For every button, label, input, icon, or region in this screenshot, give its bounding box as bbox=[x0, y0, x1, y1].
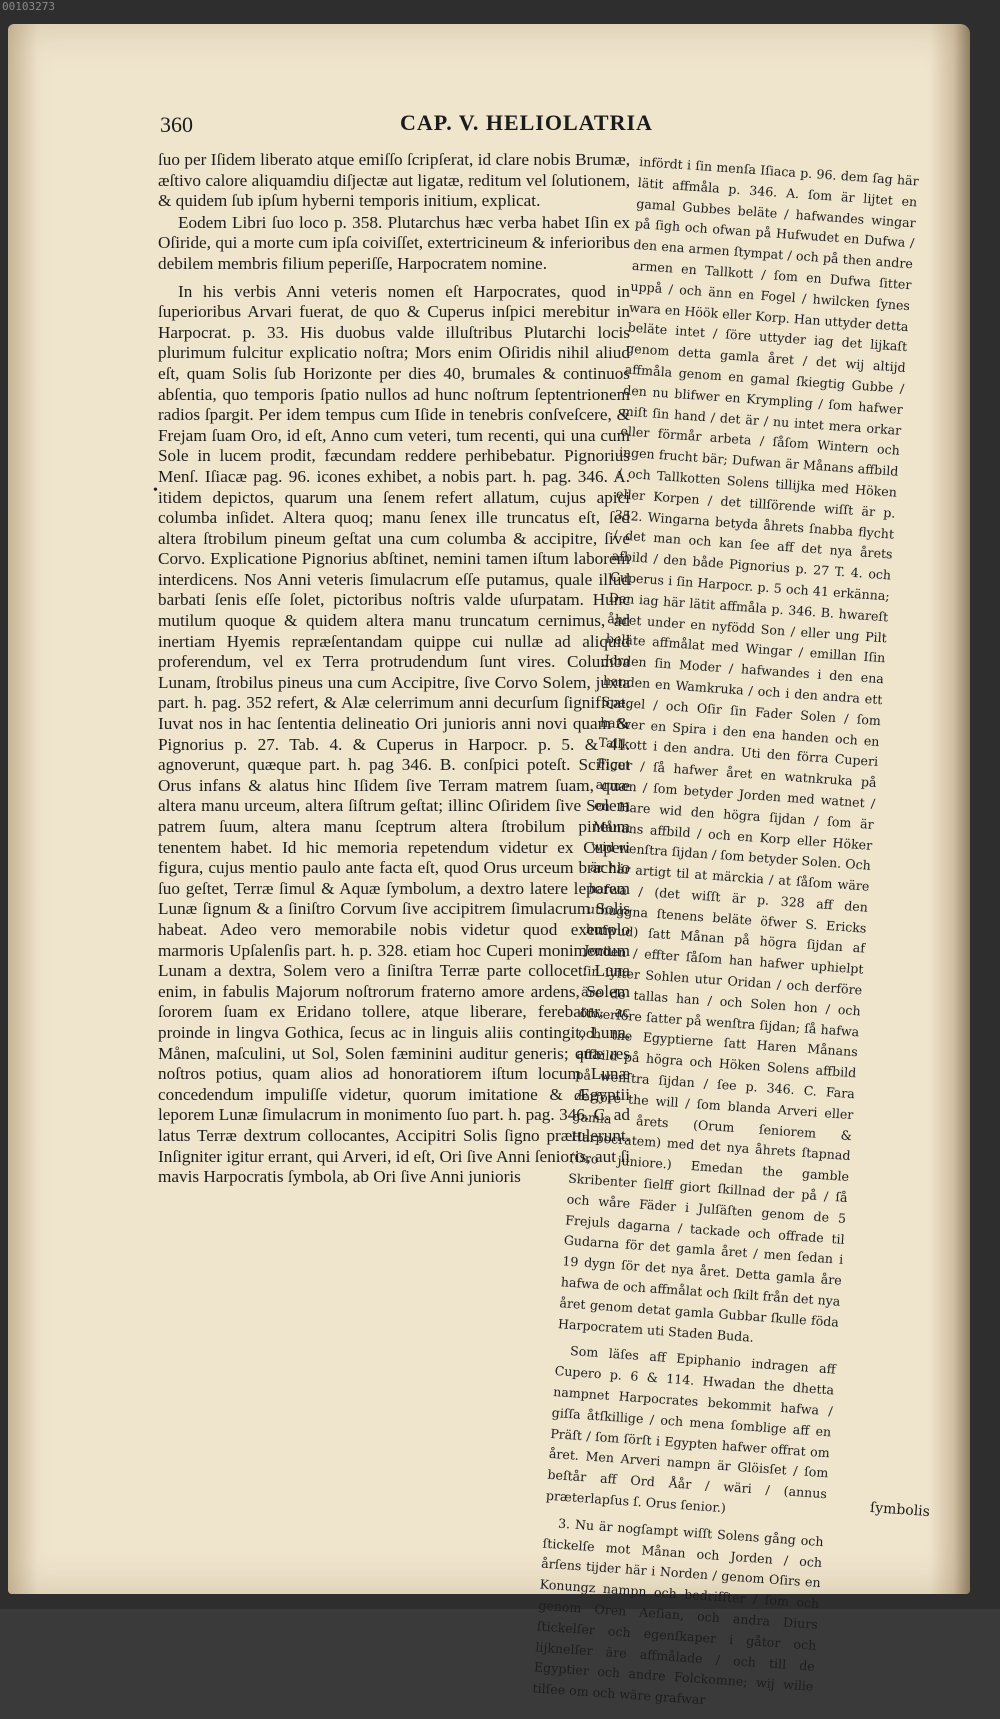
page-header bbox=[160, 108, 680, 144]
page-gutter-shadow bbox=[930, 24, 970, 1594]
latin-paragraph: In his verbis Anni veteris nomen eſt Harpocrates, quod in ſuperioribus Arvari fuerat, de quo & Cuperus inſpici merebitur in Harpocrat. p. 33. His duobus valde illuſtribus Plutarchi locis plurimum fulcitur explicatio noſtra; Mors enim Oſiridis nihil aliud eſt, quam Solis ſub Horizonte per dies 40, brumales & continuos abſentia, quo temporis ſpatio nullos ad hunc noſtrum ſeptentrionem radios ſpargit. Per idem tempus cum Iſide in tenebris conſveſcere, & Frejam ſuam Oro, id eſt, Anno cum veteri, tum recenti, qui una cum Sole in lucem prodit, fæcundam reddere perhibebatur. Pignorius Menſ. Iſiacæ pag. 96. icones exhibet, a nobis part. h. pag. 346. A. itidem depictos, quarum una ſenem refert allatum, cujus apici columba inſidet. Altera quoq; manu ſenex ille truncatus eſt, ſed altera ſtrobilum pineum geſtat una cum columba & accipitre, ſive Corvo. Explicatione Pignorius abſtinet, nemini tamen iſtum laborem interdicens. Nos Anni veteris ſimulacrum eſſe putamus, quale illud barbati ſenis eſſe ſolet, pictoribus noſtris valde uſurpatam. Hunc mutilum quoque & quidem altera manu truncatum cernimus, ad inertiam Hyemis repræſentandam quippe cui nullæ ad aliquid proferendum, vel ex Terra protrudendum ſunt vires. Columba Lunam, ſtrobilus pineus una cum Accipitre, ſive Corvo Solem, juxta part. h. pag. 352 refert, & Alæ celerrimum anni decurſum ſignificat. Iuvat nos in hac ſententia delineatio Ori junioris anni novi quam & Pignorius p. 27. Tab. 4. & Cuperus in Harpocr. p. 5. & 41. agnoverunt, quæque part. h. pag 346. B. conſpici poteſt. Scilicet Orus infans & alatus hinc Iſidem ſive Terram matrem ſuam, quæ altera manu urceum, altera ſiſtrum geſtat; illinc Oſiridem ſive Solem patrem ſuum, altera manu ſceptrum altera ſtrobilum pineum tenentem habet. Id hic memoria repetendum videtur ex Cuperi figura, cujus mentio paulo ante facta eſt, quod Orus urceum brachio ſuo geſtet, Terræ ſimul & Aquæ ſymbolum, a dextro latere leporem Lunæ ſignum & a ſiniſtro Corvum ſive accipitrem ſimulacrum Solis habeat. Adeo vero memorabile nobis videtur quod exemplo marmoris Upſalenſis part. h. p. 328. etiam hoc Cuperi monimentum Lunam a dextra, Solem vero a ſiniſtra Terræ parte collocet: Luna enim, in fabulis Majorum noſtrorum fraterno amore ardens, Solem ſororem ſuam ex Eridano tollere, atque liberare, ferebatur, ac proinde in lingva Gothica, ſecus ac in linguis aliis contingit, Luna, Månen, maſculini, ut Sol, Solen fæminini auditur generis; quæ res noſtros potius, quam alios ad honoratiorem iſtum locum Lunæ concedendum impuliſſe videtur, quorum imitatione & Ægyptii leporem Lunæ ſimulacrum in monimento ſuo part. h. pag. 346. C. ad latus Terræ dextrum collocantes, Accipitri Solis ſigno prætulerunt. Inſigniter igitur errant, qui Arveri, id eſt, Ori ſive Anni ſenioris, aut ſi mavis Harpocratis ſymbola, ab Ori ſive Anni junioris bbox=[158, 281, 630, 1187]
running-head: CAP. V. HELIOLATRIA bbox=[400, 110, 653, 135]
latin-column bbox=[158, 150, 630, 1188]
swedish-paragraph: infördt i ſin menſa Iſiaca p. 96. dem ſag här lätit affmåla p. 346. A. ſom är lijtet en gamal Gubbes beläte / hafwandes wingar på ſigh och ofwan på Hufwudet en Dufwa / den ena armen ſtympat / och på then andre armen en Tallkott / ſom en Dufwa ſitter uppå / och änn en Fogel / hwilcken ſynes wara en Höök eller Korp. Han uttyder detta beläte intet / ſöre uttyder iag det lijkaſt genom detta gamla året / det wij altijd affmåla genom en gamal ſkiegtig Gubbe / den nu blifwer en Krympling / ſom hafwer miſt ſin hand / det är / nu intet mera orkar eller förmår arbeta / ſåſom Wintern och ingen frucht bär; Dufwan är Månans affbild / och Tallkotten Solens tillijka med Höken eller Korpen / det tillſörende wiſſt är p. 352. Wingarna betyda åhrets ſnabba flycht / det man och kan ſee aff det nya årets afbild / den både Pignorius p. 27 T. 4. och Cuperus i ſin Harpocr. p. 5 och 41 erkänna; Den iag här lätit affmåla p. 346. B. hwareſt åhret under en nyfödd Son / eller ung Pilt beläte affmålat med Wingar / emillan Iſin Jorden ſin Moder / hafwandes i den ena handen en Wamkruka / och i den andra ett Spegel / och Oſir ſin Fader Solen / ſom hafwer en Spira i den ena handen och en Tallkott i den andra. Uti den förra Cuperi Figur / ſå hafwer året en watnkruka på armen / ſom betyder Jorden med watnet / en Hare wid den högra ſijdan / ſom är Månans affbild / och en Korp eller Höker wid wenſtra ſijdan / ſom betyder Solen. Och är här artigt til at märckia / at ſåſom wäre hafwa / (det wiſſt är p. 328 aff den uthuggna ſtenens beläte öfwer S. Ericks hufwud) ſatt Månan på högra ſijdan af Jorden / effter ſåſom han hafwer uphielpt ſin ſyſter Sohlen utur Oridan / och derföre äre de tallas han / och Solen hon / och öfwerföre ſatter på wenſtra ſijdan; ſå hafwa och the Egyptierne ſatt Haren Månans affbild på högra och Höken Solens affbild på wenſtra ſijdan / ſee p. 346. C. Fara derföre the will / ſom blanda Arveri eller gamla årets (Orum ſeniorem & Harpocratem) med det nya åhrets ſtapnad (Oro juniore.) Emedan the gamble Skribenter ſielff giort ſkillnad der på / ſå och wåre Fäder i Julſäſten genom de 5 Frejuls dagarna / tackade och offrade til Gudarna för det gamla året / men ſedan i 19 dygn ſör det nya året. Detta gamla åre hafwa de och affmålat och ſkilt från det nya året genom detat gamla Gubbar ſkulle föda Harpocratem uti Staden Buda. bbox=[557, 153, 920, 1345]
catchword: ſymbolis bbox=[869, 1499, 931, 1521]
scan-label: 00103273 bbox=[2, 0, 55, 13]
latin-paragraph: ſuo per Iſidem liberato atque emiſſo ſcripſerat, id clare nobis Brumæ, æſtivo calore aliquamdiu diſjectæ aut ligatæ, reditum vel ſolutionem, & quidem ſub ipſum hyberni temporis initium, explicat. bbox=[158, 150, 630, 211]
margin-dot: • bbox=[153, 483, 158, 498]
swedish-paragraph: 3. Nu är nogſampt wiſſt Solens gång och ſtickelſe mot Månan och Jorden / och årſens tijder här i Norden / genom Oſirs en Konungz nampn och bedrifſter / ſom och genom Oren Aeſian, och andra Diurs ſtickelſer och egenſkaper i gåtor och lijknelſer äre affmålade / och till de Egyptier och andre Folckomne; wij wilie tilſee om och wäre grafwar bbox=[532, 1515, 825, 1708]
page-edge-shadow bbox=[8, 24, 38, 1594]
latin-paragraph: Eodem Libri ſuo loco p. 358. Plutarchus hæc verba habet Iſin ex Oſiride, qui a morte cum ipſa coiviſſet, extertricineum & inferioribus debilem membris filium peperiſſe, Harpocratem nomine. bbox=[158, 212, 630, 273]
swedish-paragraph: Som läſes aff Epiphanio indragen aff Cupero p. 6 & 114. Hwadan the dhetta nampnet Harpocrates bekommit hafwa / giſſa åtſkillige / och mena ſomblige aff en Präſt / ſom ſörſt i Egypten hafwer offrat om året. Men Arveri nampn är Glöisſet / ſom beſtår aff Ord Åår / wäri / (annus præterlapſus ſ. Orus ſenior.) bbox=[545, 1343, 837, 1516]
page-number: 360 bbox=[160, 112, 193, 137]
